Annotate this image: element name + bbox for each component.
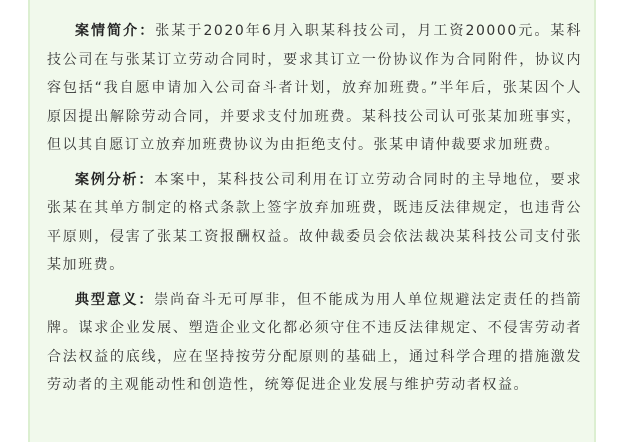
case-summary-text: 张某于2020年6月入职某科技公司，月工资20000元。某科技公司在与张某订立劳动合同时，要求其订立一份协议作为合同附件，协议内容包括“我自愿申请加入公司奋斗者计划，放弃加班费。”半年后，张某因个人原因提出解除劳动合同，并要求支付加班费。某科技公司认可张某加班事实，但以其自愿订立放弃加班费协议为由拒绝支付。张某申请仲裁要求加班费。 (47, 23, 583, 153)
typical-significance-text: 崇尚奋斗无可厚非，但不能成为用人单位规避法定责任的挡箭牌。谋求企业发展、塑造企业文化都必须守住不违反法律规定、不侵害劳动者合法权益的底线，应在坚持按劳分配原则的基础上，通过科学合理的措施激发劳动者的主观能动性和创造性，统筹促进企业发展与维护劳动者权益。 (47, 291, 582, 393)
article-body (47, 17, 582, 406)
typical-significance-heading: 典型意义： (75, 291, 155, 308)
case-summary-paragraph (47, 17, 582, 160)
case-analysis-heading: 案例分析： (75, 171, 155, 188)
typical-significance-paragraph (47, 286, 582, 400)
case-analysis-paragraph (47, 166, 582, 280)
case-summary-heading: 案情简介： (75, 23, 156, 39)
case-analysis-text: 本案中，某科技公司利用在订立劳动合同时的主导地位，要求张某在其单方制定的格式条款上签字放弃加班费，既违反法律规定，也违背公平原则，侵害了张某工资报酬权益。故仲裁委员会依法裁决某科技公司支付张某加班费。 (47, 171, 582, 273)
